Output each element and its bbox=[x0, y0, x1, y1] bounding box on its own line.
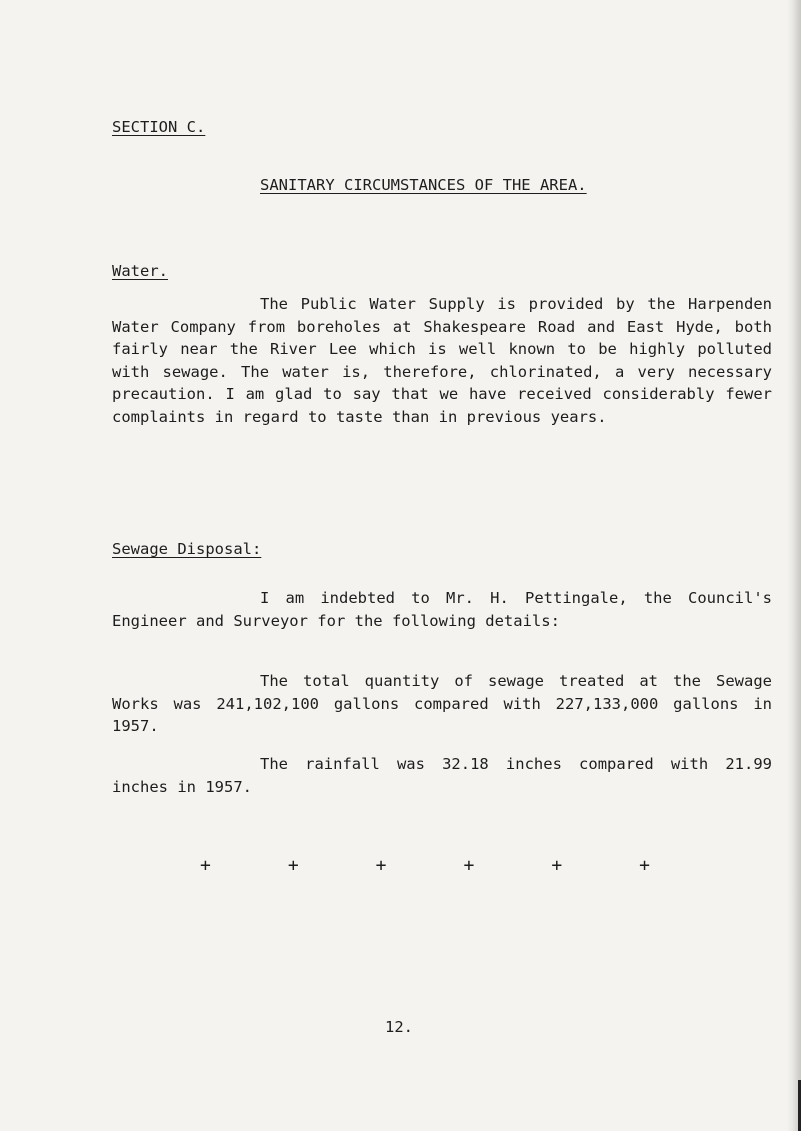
water-heading: Water. bbox=[112, 262, 168, 280]
page-title: SANITARY CIRCUMSTANCES OF THE AREA. bbox=[260, 176, 587, 194]
separator-mark: + bbox=[551, 855, 563, 876]
water-paragraph: The Public Water Supply is provided by the Harpenden Water Company from boreholes at Shakespeare Road and East Hyde, both fairly near the River Lee which is well known to be highly polluted with sewage. The water is, therefore, chlorinated, a very necessary precaution. I am glad to say that we have received considerably fewer complaints in regard to taste than in previous years. bbox=[112, 295, 772, 426]
separator-mark: + bbox=[463, 855, 475, 876]
sewage-quantity-paragraph: The total quantity of sewage treated at the Sewage Works was 241,102,100 gallons compared with 227,133,000 gallons in 1957. bbox=[112, 672, 772, 735]
separator-mark: + bbox=[639, 855, 650, 876]
separator-mark: + bbox=[200, 855, 211, 876]
section-separator bbox=[200, 855, 650, 876]
rainfall-paragraph: The rainfall was 32.18 inches compared with 21.99 inches in 1957. bbox=[112, 755, 772, 796]
section-heading: SECTION C. bbox=[112, 118, 206, 136]
sewage-intro-paragraph: I am indebted to Mr. H. Pettingale, the Council's Engineer and Surveyor for the following details: bbox=[112, 589, 772, 630]
scan-edge-shadow bbox=[787, 0, 801, 1131]
page-number: 12. bbox=[385, 1018, 413, 1036]
separator-mark: + bbox=[287, 855, 299, 876]
separator-mark: + bbox=[375, 855, 387, 876]
sewage-heading: Sewage Disposal: bbox=[112, 540, 262, 558]
